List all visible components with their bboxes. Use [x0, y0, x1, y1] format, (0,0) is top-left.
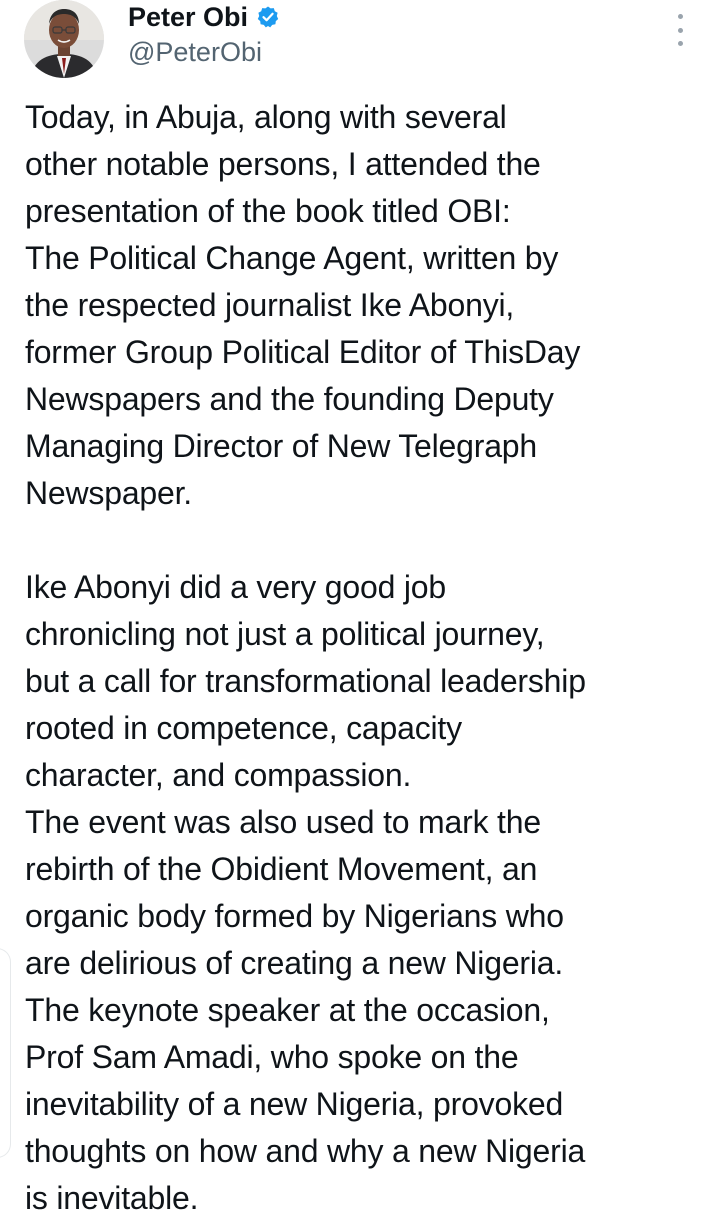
tweet-text: Today, in Abuja, along with several other notable persons, I attended the presentation of the book titled OBI: The Political Change Agent, written by the respected journalist Ike Abonyi, former Group Political Editor of ThisDay Newspapers and the founding Deputy Managing Director of New Telegraph Newspaper. Ike Abonyi did a very good job chronicling not just a political journey, but a call for transformational leadership rooted in competence, capacity character, and compassion. The event was also used to mark the rebirth of the Obidient Movement, an organic body formed by Nigerians who are delirious of creating a new Nigeria. The keynote speaker at the occasion, Prof Sam Amadi, who spoke on the inevitability of a new Nigeria, provoked thoughts on how and why a new Nigeria is inevitable. [25, 99, 586, 1216]
author-display-name[interactable]: Peter Obi [128, 2, 249, 32]
avatar[interactable] [24, 0, 104, 78]
more-options-button[interactable] [668, 14, 692, 46]
edge-handle[interactable] [0, 948, 11, 1158]
author-name-row[interactable] [128, 2, 280, 32]
author-handle[interactable]: @PeterObi [128, 37, 262, 67]
verified-badge-icon [256, 5, 280, 29]
more-vertical-icon [678, 14, 683, 19]
